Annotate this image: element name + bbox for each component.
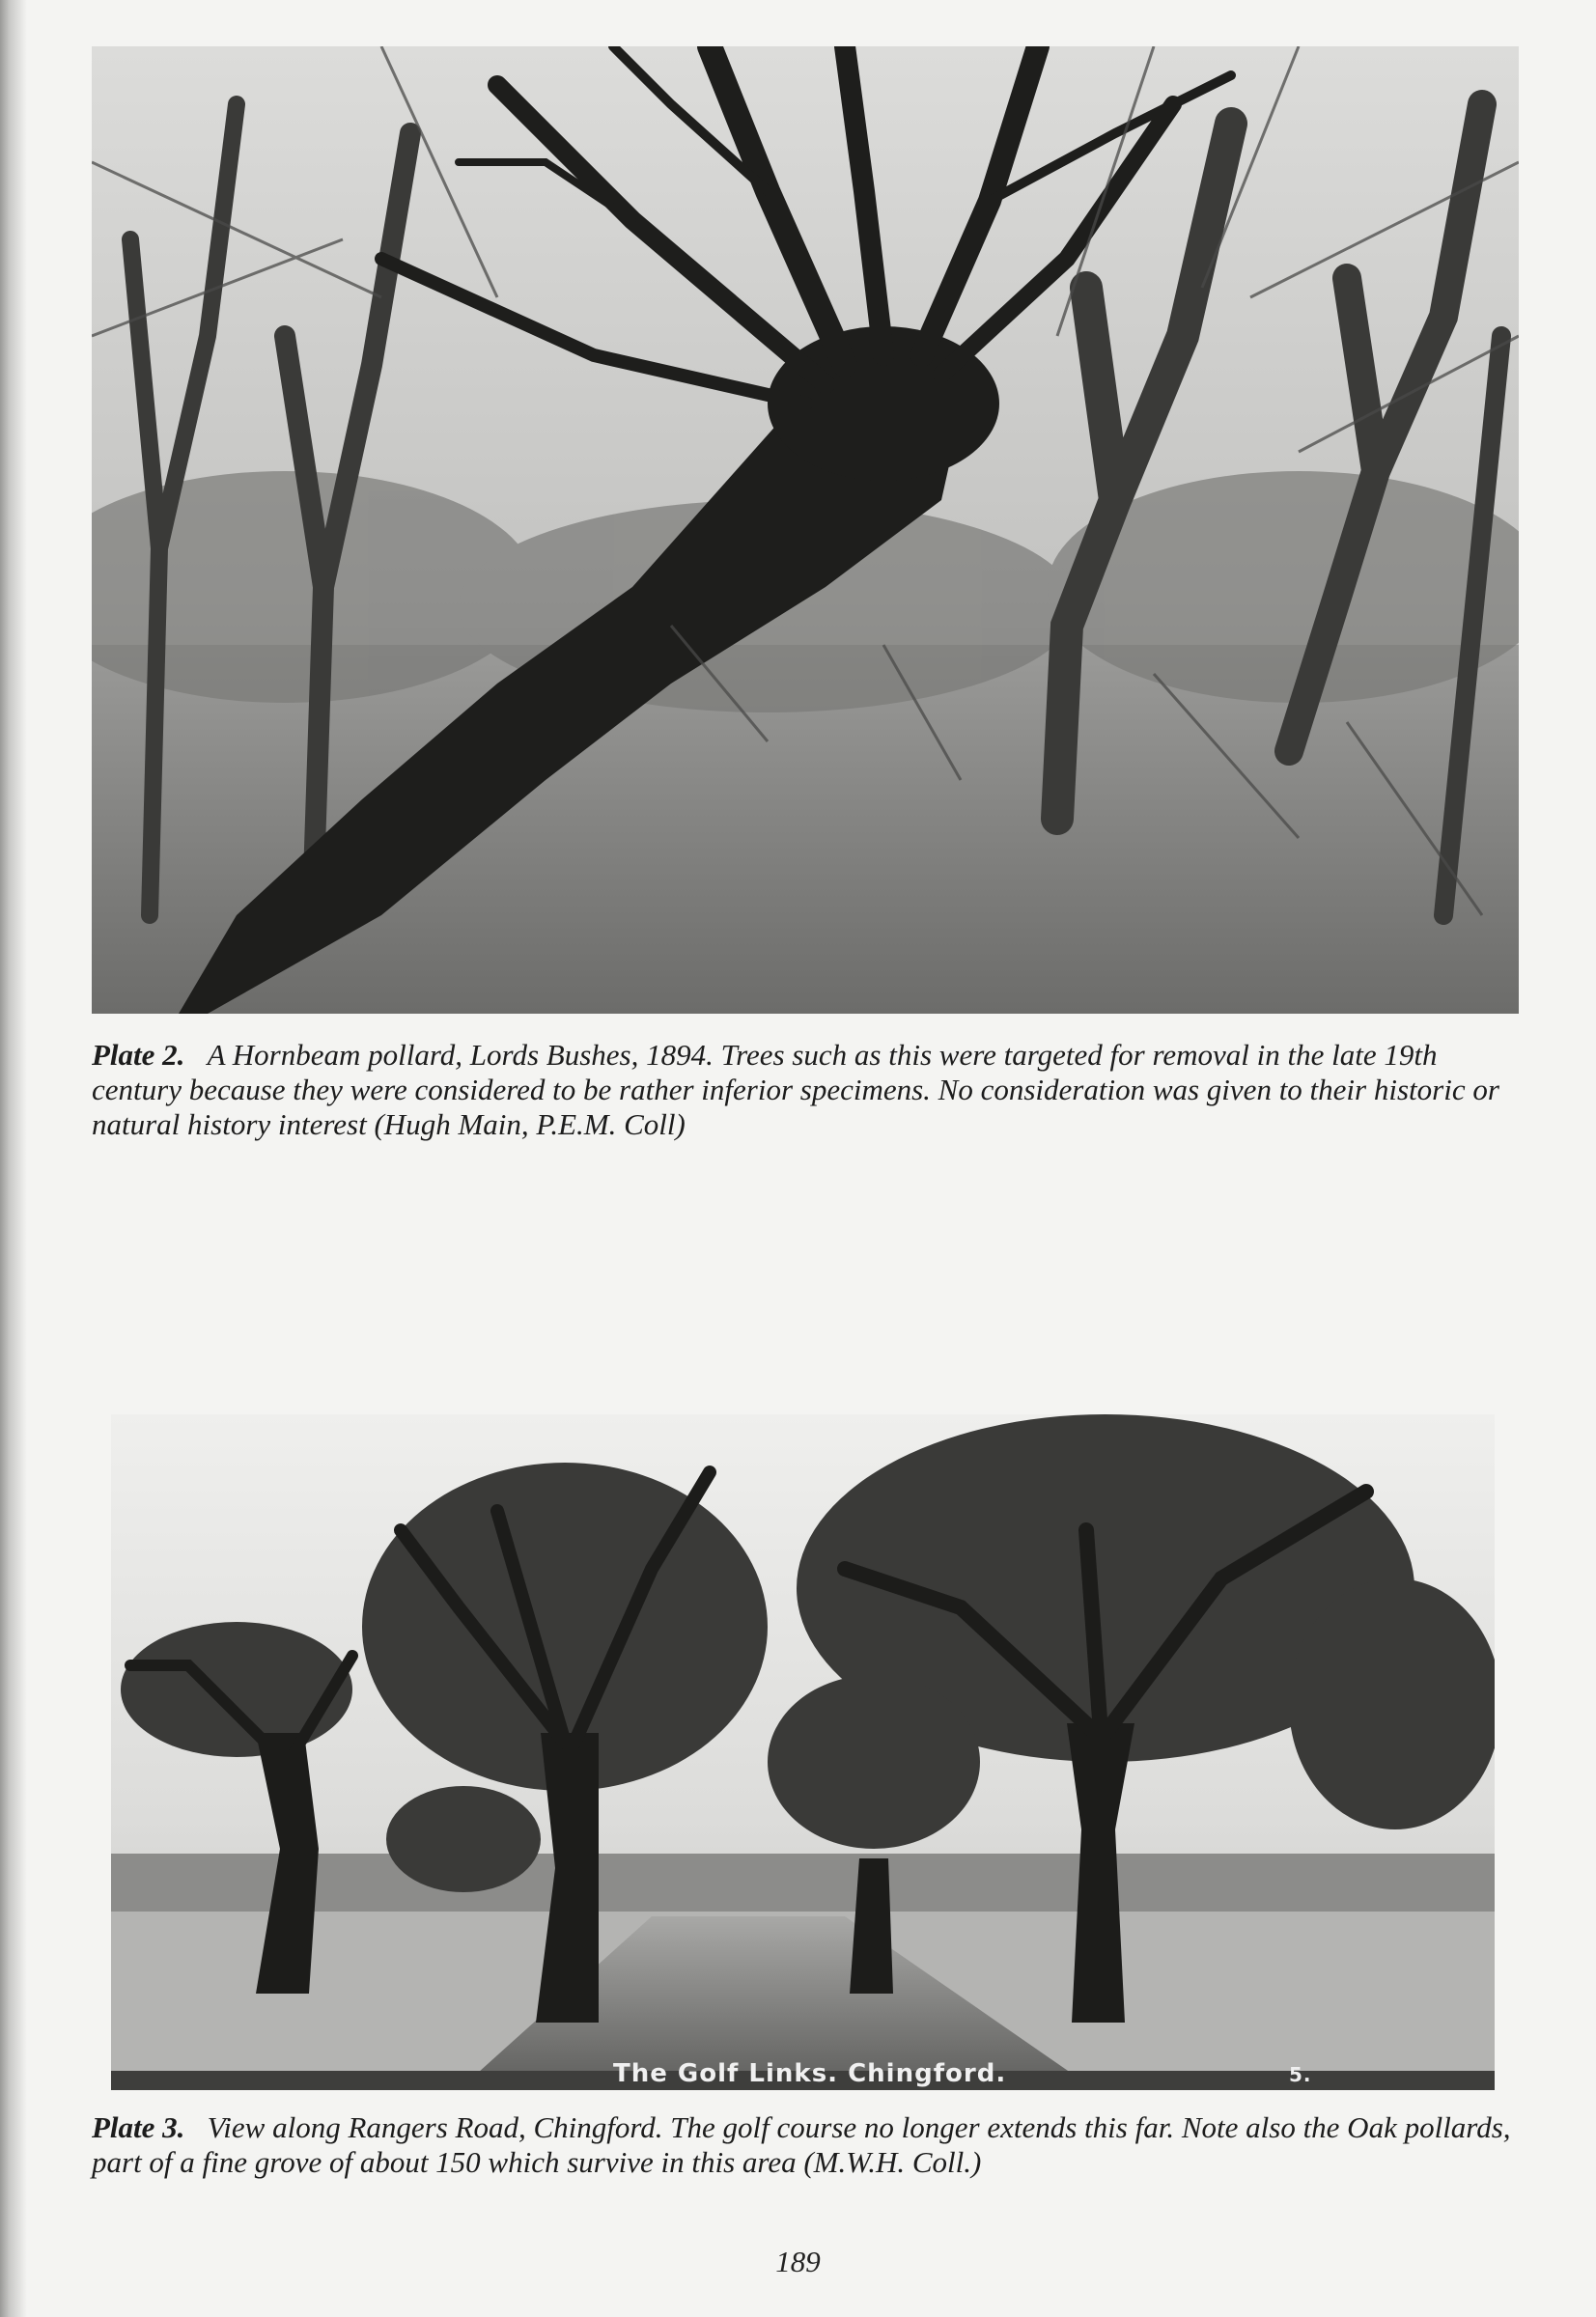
oak-pollards-road-image — [111, 1414, 1495, 2090]
plate-3-label: Plate 3. — [92, 2110, 185, 2144]
plate-2-caption — [92, 1038, 1521, 1142]
plate-2-photograph — [92, 46, 1519, 1014]
plate-3-caption-text: View along Rangers Road, Chingford. The golf course no longer extends this far. Note also the Oak pollards, part of a fine grove of about 150 which survive in this area (M.W.H. Coll.) — [92, 2110, 1511, 2179]
page-number: 189 — [775, 2245, 821, 2278]
plate-2-caption-text: A Hornbeam pollard, Lords Bushes, 1894. Trees such as this were targeted for removal in the late 19th century because they were considered to be rather inferior specimens. No consideration was given to their historic or natural history interest (Hugh Main, P.E.M. Coll) — [92, 1038, 1499, 1141]
plate-3-caption — [92, 2110, 1521, 2180]
book-binding-shadow — [0, 0, 27, 2317]
postcard-number: 5. — [1289, 2063, 1312, 2086]
plate-3-photograph — [111, 1414, 1495, 2090]
plate-2-label: Plate 2. — [92, 1038, 185, 1072]
hornbeam-pollard-image — [92, 46, 1519, 1014]
postcard-title: The Golf Links. Chingford. — [613, 2059, 1007, 2088]
